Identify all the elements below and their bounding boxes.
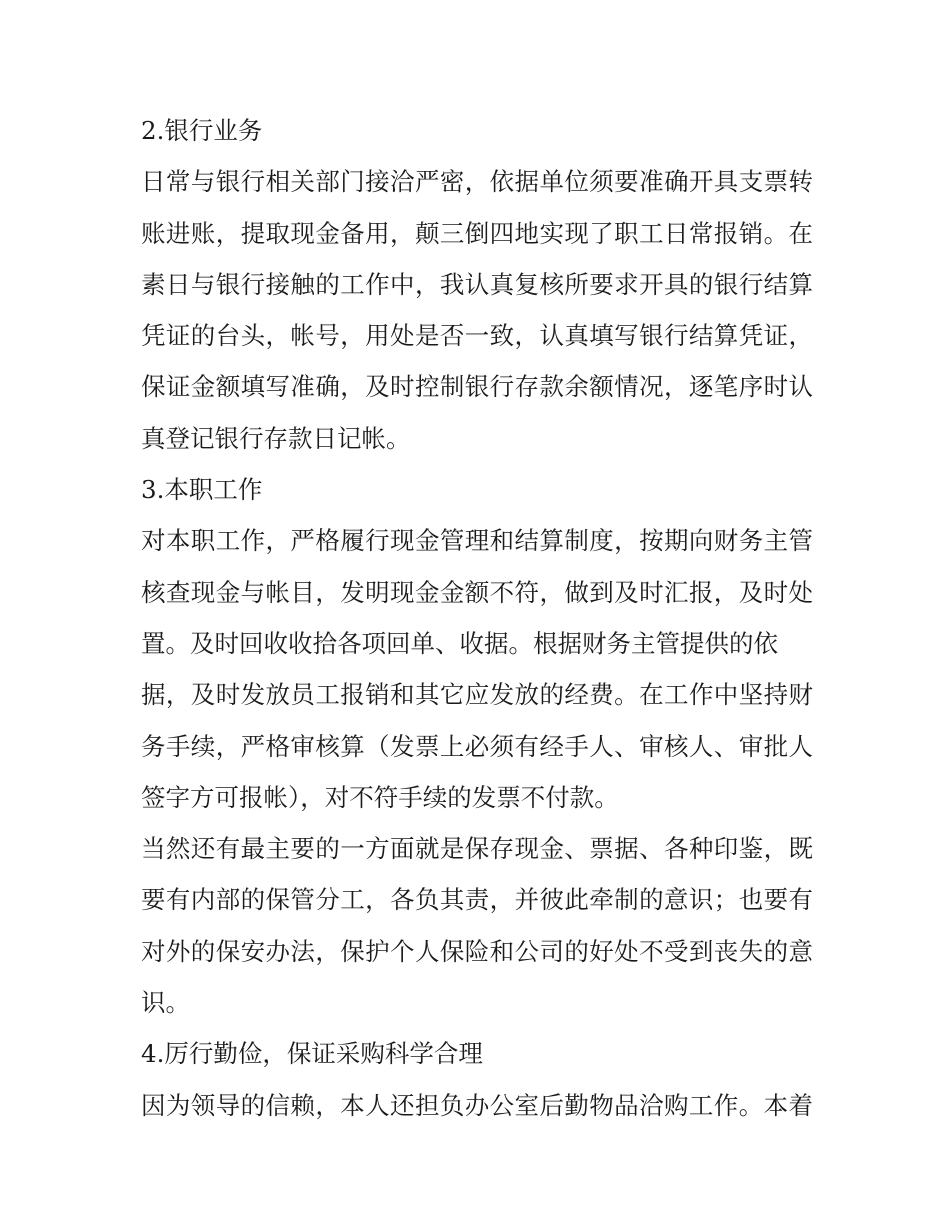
paragraph-line: 保证金额填写准确，及时控制银行存款余额情况，逐笔序时认 xyxy=(141,372,813,402)
paragraph-line: 置。及时回收收拾各项回单、收据。根据财务主管提供的依 xyxy=(141,628,778,658)
paragraph-line: 日常与银行相关部门接洽严密，依据单位须要准确开具支票转 xyxy=(141,167,813,197)
section-heading-frugality: 4.厉行勤俭，保证采购科学合理 xyxy=(141,1039,483,1069)
paragraph-line: 真登记银行存款日记帐。 xyxy=(141,423,411,453)
paragraph-line: 账进账，提取现金备用，颠三倒四地实现了职工日常报销。在 xyxy=(141,218,813,248)
paragraph-line: 签字方可报帐），对不符手续的发票不付款。 xyxy=(141,782,619,812)
paragraph-line: 凭证的台头，帐号，用处是否一致，认真填写银行结算凭证， xyxy=(141,321,813,351)
paragraph-line: 据，及时发放员工报销和其它应发放的经费。在工作中坚持财 xyxy=(141,680,813,710)
section-heading-own-duties: 3.本职工作 xyxy=(141,475,263,505)
section-heading-bank-business: 2.银行业务 xyxy=(141,116,263,145)
paragraph-line: 识。 xyxy=(141,988,190,1018)
paragraph-line: 要有内部的保管分工，各负其责，并彼此牵制的意识；也要有 xyxy=(141,885,813,915)
paragraph-line: 因为领导的信赖，本人还担负办公室后勤物品洽购工作。本着 xyxy=(141,1090,813,1120)
paragraph-line: 当然还有最主要的一方面就是保存现金、票据、各种印鉴，既 xyxy=(141,834,813,864)
paragraph-line: 对本职工作，严格履行现金管理和结算制度，按期向财务主管 xyxy=(141,526,813,556)
paragraph-line: 务手续，严格审核算（发票上必须有经手人、审核人、审批人 xyxy=(141,731,813,761)
document-body xyxy=(141,105,813,1131)
paragraph-line: 素日与银行接触的工作中，我认真复核所要求开具的银行结算 xyxy=(141,269,813,299)
paragraph-line: 核查现金与帐目，发明现金金额不符，做到及时汇报，及时处 xyxy=(141,577,813,607)
paragraph-line: 对外的保安办法，保护个人保险和公司的好处不受到丧失的意 xyxy=(141,936,813,966)
